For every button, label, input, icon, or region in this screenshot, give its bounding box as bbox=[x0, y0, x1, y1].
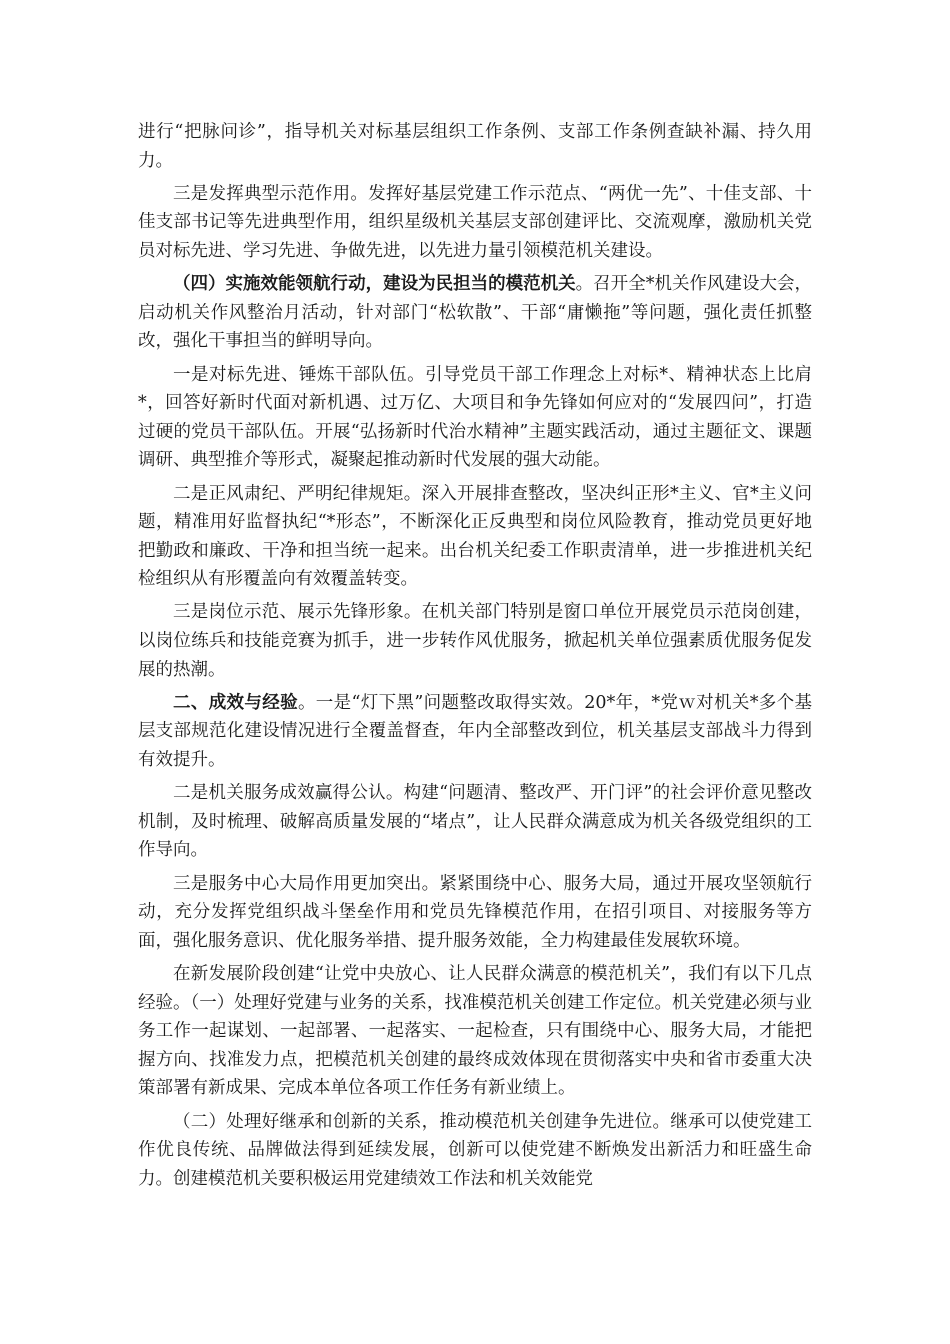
section-four-heading: （四）实施效能领航行动，建设为民担当的模范机关 bbox=[173, 274, 576, 295]
paragraph-9 bbox=[138, 870, 812, 956]
paragraph-4 bbox=[138, 361, 812, 475]
paragraph-8-text: 二是机关服务成效赢得公认。构建“问题清、整改严、开门评”的社会评价意见整改机制，及时梳理、破解高质量发展的“堵点”，让人民群众满意成为机关各级党组织的工作导向。 bbox=[138, 783, 812, 861]
paragraph-4-text: 一是对标先进、锤炼干部队伍。引导党员干部工作理念上对标*、精神状态上比肩*，回答好新时代面对新机遇、过万亿、大项目和争先锋如何应对的“发展四问”，打造过硬的党员干部队伍。开展“弘扬新时代治水精神”主题实践活动，通过主题征文、课题调研、典型推介等形式，凝聚起推动新时代发展的强大动能。 bbox=[138, 364, 812, 471]
paragraph-3-text: 。召开全*机关作风建设大会，启动机关作风整治月活动，针对部门“松软散”、干部“庸懒拖”等问题，强化责任抓整改，强化干事担当的鲜明导向。 bbox=[138, 274, 813, 352]
paragraph-7-text: 。一是“灯下黑”问题整改取得实效。20*年，*党ｗ对机关*多个基层支部规范化建设情况进行全覆盖督查，年内全部整改到位，机关基层支部战斗力得到有效提升。 bbox=[138, 692, 812, 771]
paragraph-10-text: 在新发展阶段创建“让党中央放心、让人民群众满意的模范机关”，我们有以下几点经验。（一）处理好党建与业务的关系，找准模范机关创建工作定位。机关党建必须与业务工作一起谋划、一起部署、一起落实、一起检查，只有围绕中心、服务大局，才能把握方向、找准发力点，把模范机关创建的最终成效体现在贯彻落实中央和省市委重大决策部署有新成果、完成本单位各项工作任务有新业绩上。 bbox=[138, 963, 812, 1099]
paragraph-7 bbox=[138, 689, 812, 775]
paragraph-10 bbox=[138, 960, 812, 1103]
section-two-heading: 二、成效与经验 bbox=[173, 692, 298, 713]
paragraph-6-text: 三是岗位示范、展示先锋形象。在机关部门特别是窗口单位开展党员示范岗创建，以岗位练兵和技能竞赛为抓手，进一步转作风优服务，掀起机关单位强素质优服务促发展的热潮。 bbox=[138, 602, 812, 680]
paragraph-2 bbox=[138, 180, 812, 266]
paragraph-11-text: （二）处理好继承和创新的关系，推动模范机关创建争先进位。继承可以使党建工作优良传统、品牌做法得到延续发展，创新可以使党建不断焕发出新活力和旺盛生命力。创建模范机关要积极运用党建绩效工作法和机关效能党 bbox=[138, 1111, 812, 1189]
paragraph-8 bbox=[138, 779, 812, 865]
paragraph-9-text: 三是服务中心大局作用更加突出。紧紧围绕中心、服务大局，通过开展攻坚领航行动，充分发挥党组织战斗堡垒作用和党员先锋模范作用，在招引项目、对接服务等方面，强化服务意识、优化服务举措、提升服务效能，全力构建最佳发展软环境。 bbox=[138, 873, 812, 951]
paragraph-1-text: 进行“把脉问诊”，指导机关对标基层组织工作条例、支部工作条例查缺补漏、持久用力。 bbox=[138, 122, 812, 171]
paragraph-2-text: 三是发挥典型示范作用。发挥好基层党建工作示范点、“两优一先”、十佳支部、十佳支部书记等先进典型作用，组织星级机关基层支部创建评比、交流观摩，激励机关党员对标先进、学习先进、争做先进，以先进力量引领模范机关建设。 bbox=[138, 183, 812, 261]
paragraph-6 bbox=[138, 598, 812, 684]
paragraph-5 bbox=[138, 480, 812, 594]
paragraph-5-text: 二是正风肃纪、严明纪律规矩。深入开展排查整改，坚决纠正形*主义、官*主义问题，精准用好监督执纪“*形态”，不断深化正反典型和岗位风险教育，推动党员更好地把勤政和廉政、干净和担当统一起来。出台机关纪委工作职责清单，进一步推进机关纪检组织从有形覆盖向有效覆盖转变。 bbox=[138, 483, 812, 590]
paragraph-3 bbox=[138, 270, 812, 356]
paragraph-11 bbox=[138, 1108, 812, 1194]
paragraph-1 bbox=[138, 118, 812, 175]
